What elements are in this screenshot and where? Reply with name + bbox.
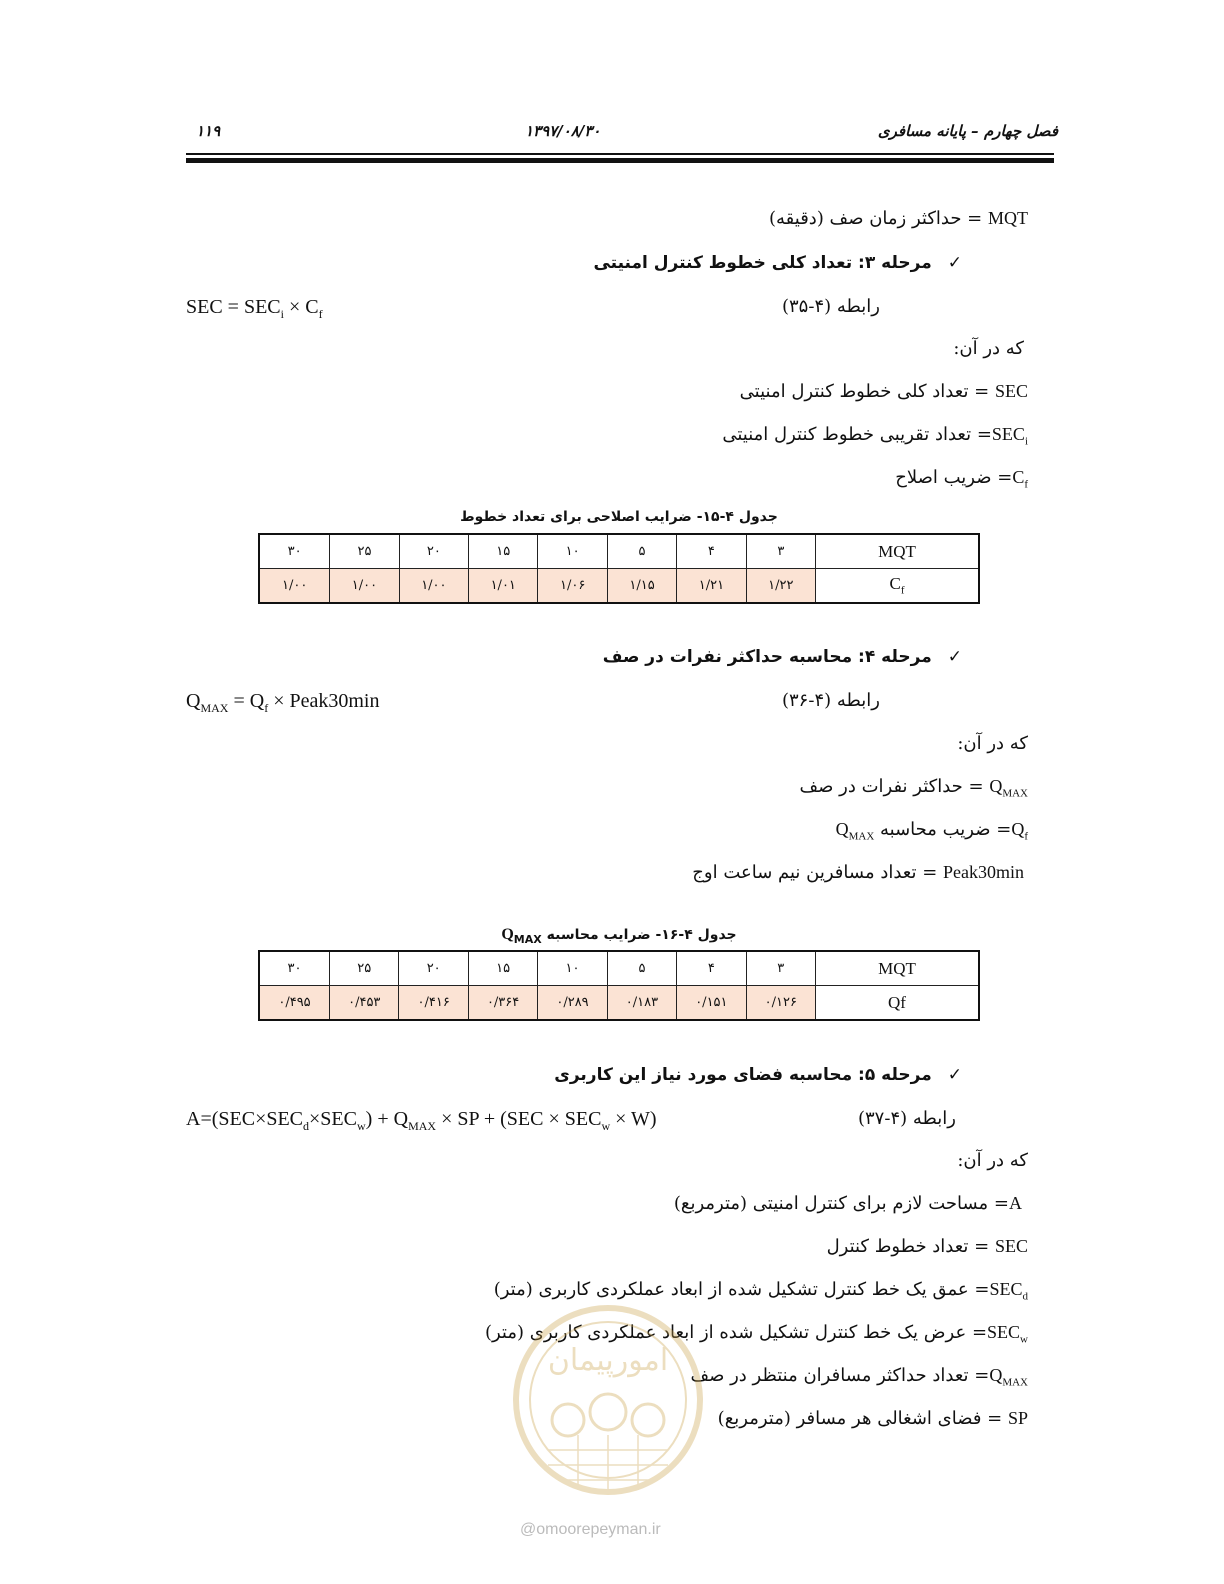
formula-part: ×SEC [309, 1108, 357, 1130]
def-text: = ضریب محاسبه [874, 819, 1012, 840]
table16-caption [258, 926, 980, 946]
table-row [259, 569, 979, 604]
where-label: که در آن: [957, 1150, 1028, 1171]
table-cell: ۴ [677, 951, 746, 986]
symbol-sub: d [1022, 1290, 1028, 1303]
watermark-logo-icon [508, 1300, 708, 1520]
def-text: = حداکثر زمان صف (دقیقه) [768, 208, 988, 229]
header-date: ۱۳۹۷/۰۸/۳۰ [525, 122, 601, 140]
table-cell: ۰/۳۶۴ [468, 986, 537, 1021]
def-sec [740, 381, 1028, 402]
table-cell: ۲۰ [399, 951, 468, 986]
table-cell: ۰/۱۲۶ [746, 986, 815, 1021]
symbol-base: Q [1011, 819, 1025, 839]
formula-part: ) + Q [365, 1108, 409, 1130]
symbol-base: Q [989, 1365, 1003, 1385]
table-cell: ۴ [677, 534, 746, 569]
table-cell: ۵ [607, 534, 676, 569]
symbol-sub: MAX [1002, 1376, 1028, 1389]
formula-part: A=(SEC×SEC [186, 1108, 304, 1130]
symbol-base: SEC [987, 1322, 1021, 1342]
table-cell: ۰/۱۸۳ [607, 986, 676, 1021]
step3-heading [593, 253, 962, 273]
table-cell: ۰/۴۵۳ [330, 986, 399, 1021]
def-symbol: A [1009, 1193, 1022, 1213]
symbol-base: Q [835, 819, 849, 839]
def-symbol [989, 776, 1028, 800]
table-row [259, 986, 979, 1021]
formula-sub: w [601, 1119, 611, 1133]
step4-heading [603, 647, 962, 667]
step3-title: مرحله ۳: تعداد کلی خطوط کنترل امنیتی [593, 253, 932, 273]
def-qf [836, 819, 1028, 843]
table-cell: ۱/۰۶ [538, 569, 607, 604]
table-cell: ۳۰ [259, 534, 330, 569]
formula-36 [186, 690, 379, 716]
def-mqt [769, 208, 1028, 229]
table-cell: ۱/۰۰ [330, 569, 399, 604]
symbol-sub: w [1020, 1333, 1028, 1346]
symbol-base: C [1012, 467, 1025, 487]
def-symbol: SEC [994, 1236, 1028, 1256]
table-cell: ۱۵ [469, 534, 538, 569]
checkmark-icon: ✓ [947, 647, 962, 667]
symbol-sub: MAX [1002, 787, 1028, 800]
table15-caption: جدول ۴-۱۵- ضرایب اصلاحی برای تعداد خطوط [460, 509, 778, 525]
def-a [674, 1193, 1022, 1214]
def-peak [692, 862, 1024, 883]
table-cell: ۱/۱۵ [607, 569, 676, 604]
header-rule-thin [186, 153, 1054, 155]
caption-symbol: Q [501, 926, 514, 943]
formula-part: × Peak30min [268, 690, 380, 712]
where-label: که در آن: [953, 338, 1024, 359]
table-cell: ۱/۰۰ [399, 569, 468, 604]
def-text: = تعداد حداکثر مسافران منتظر در صف [690, 1365, 990, 1386]
formula-37 [186, 1108, 657, 1134]
table-row [259, 534, 979, 569]
def-qmax2 [690, 1365, 1028, 1389]
table-cell: ۱/۲۲ [746, 569, 815, 604]
def-cf [895, 467, 1028, 491]
row-label: MQT [816, 534, 980, 569]
row-label [816, 569, 980, 604]
table15 [258, 533, 980, 604]
symbol-sub: MAX [848, 830, 875, 843]
table16 [258, 950, 980, 1021]
formula-sub: i [280, 307, 284, 321]
formula-part: SEC = SEC [186, 296, 281, 318]
def-qmax [800, 776, 1029, 800]
watermark-logo-text: امورپیمان [547, 1343, 669, 1378]
relation-37: رابطه (۴-۳۷) [857, 1108, 956, 1129]
symbol-sub: f [1024, 478, 1028, 491]
table-cell: ۲۰ [399, 534, 468, 569]
table-cell: ۲۵ [330, 534, 399, 569]
formula-sub: MAX [408, 1119, 437, 1133]
formula-part: = Q [228, 690, 265, 712]
table-cell: ۰/۴۹۵ [259, 986, 330, 1021]
def-symbol: SP [1007, 1408, 1028, 1428]
formula-part: × C [283, 296, 319, 318]
checkmark-icon: ✓ [947, 253, 962, 273]
watermark-text: @omoorepeyman.ir [520, 1521, 661, 1538]
label-sub: f [900, 584, 905, 597]
def-sec2 [827, 1236, 1028, 1257]
formula-part: Q [186, 690, 201, 712]
checkmark-icon: ✓ [947, 1065, 962, 1085]
table-cell: ۲۵ [330, 951, 399, 986]
def-text: = تعداد خطوط کنترل [826, 1236, 995, 1257]
page-number: ۱۱۹ [196, 122, 221, 140]
table-cell: ۰/۱۵۱ [677, 986, 746, 1021]
def-symbol: SEC [994, 381, 1028, 401]
def-symbol [989, 1365, 1028, 1389]
step5-heading [554, 1065, 962, 1085]
chapter-title: فصل چهارم – پایانه مسافری [877, 122, 1058, 140]
def-symbol [991, 424, 1028, 448]
table-cell: ۱۰ [538, 534, 607, 569]
formula-part: × SP + (SEC × SEC [436, 1108, 602, 1130]
symbol-sub: f [1024, 830, 1028, 843]
table-cell: ۱/۰۱ [469, 569, 538, 604]
formula-sub: d [303, 1119, 310, 1133]
def-symbol [1011, 819, 1028, 843]
step4-title: مرحله ۴: محاسبه حداکثر نفرات در صف [602, 647, 932, 667]
symbol-base: SEC [991, 424, 1025, 444]
def-symbol [987, 1322, 1028, 1346]
table-row [259, 951, 979, 986]
table-cell: ۱/۲۱ [677, 569, 746, 604]
formula-35 [186, 296, 323, 322]
where-label: که در آن: [957, 733, 1028, 754]
symbol-sub: i [1024, 435, 1028, 448]
row-label: Qf [816, 986, 980, 1021]
step5-title: مرحله ۵: محاسبه فضای مورد نیاز این کاربری [554, 1065, 932, 1085]
relation-36: رابطه (۴-۳۶) [781, 690, 880, 711]
def-text: = تعداد تقریبی خطوط کنترل امنیتی [722, 424, 992, 445]
def-text: = عمق یک خط کنترل تشکیل شده از ابعاد عملکردی کاربری (متر) [493, 1279, 990, 1300]
table-cell: ۳۰ [259, 951, 330, 986]
table-cell: ۱۰ [538, 951, 607, 986]
table-cell: ۰/۴۱۶ [399, 986, 468, 1021]
caption-text: جدول ۴-۱۶- ضرایب محاسبه [541, 927, 737, 943]
def-symbol-2 [835, 819, 875, 843]
def-sp [718, 1408, 1028, 1429]
table-cell: ۰/۲۸۹ [538, 986, 607, 1021]
formula-part: × W) [610, 1108, 657, 1130]
formula-sub: MAX [200, 701, 229, 715]
table-cell: ۳ [746, 534, 815, 569]
label-base: C [889, 574, 901, 594]
def-symbol: MQT [988, 208, 1028, 228]
def-text: = تعداد مسافرین نیم ساعت اوج [692, 862, 943, 883]
def-text: = مساحت لازم برای کنترل امنیتی (مترمربع) [673, 1193, 1009, 1214]
def-text: = حداکثر نفرات در صف [799, 776, 990, 797]
formula-sub: f [318, 307, 323, 321]
def-seci [722, 424, 1028, 448]
def-symbol [989, 1279, 1028, 1303]
formula-sub: f [264, 701, 269, 715]
table-cell: ۳ [746, 951, 815, 986]
def-text: = فضای اشغالی هر مسافر (مترمربع) [717, 1408, 1008, 1429]
def-symbol: Peak30min [943, 862, 1024, 882]
def-text: = ضریب اصلاح [895, 467, 1013, 488]
def-text: = عرض یک خط کنترل تشکیل شده از ابعاد عملکردی کاربری (متر) [484, 1322, 988, 1343]
caption-sub: MAX [513, 932, 542, 946]
formula-sub: w [357, 1119, 366, 1133]
relation-35: رابطه (۴-۳۵) [781, 296, 880, 317]
table-cell: ۵ [607, 951, 676, 986]
table-cell: ۱/۰۰ [259, 569, 330, 604]
def-symbol [1012, 467, 1028, 491]
symbol-base: SEC [989, 1279, 1023, 1299]
def-text: = تعداد کلی خطوط کنترل امنیتی [739, 381, 995, 402]
header-rule-thick [186, 158, 1054, 163]
symbol-base: Q [989, 776, 1003, 796]
row-label: MQT [816, 951, 980, 986]
table-cell: ۱۵ [468, 951, 537, 986]
